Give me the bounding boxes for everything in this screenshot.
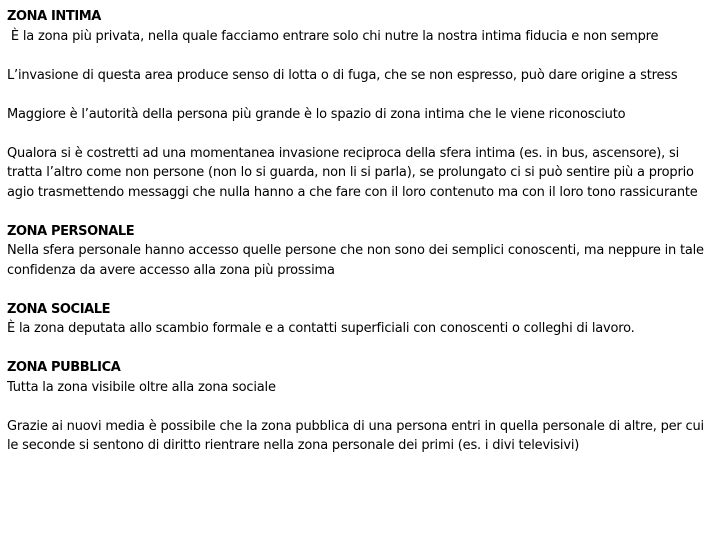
paragraph-gap xyxy=(7,85,713,105)
paragraph: È la zona deputata allo scambio formale e a contatti superficiali con conoscenti o colleghi di lavoro. xyxy=(7,321,635,336)
paragraph: Qualora si è costretti ad una momentanea invasione reciproca della sfera intima (es. in bus, ascensore), si tratta l’altro come non persone (non lo si guarda, non li si parla), se prolungato ci si può sentire più a proprio agio trasmettendo messaggi che nulla hanno a che fare con il loro contenuto ma con il loro tono rassicurante xyxy=(7,145,698,200)
section-heading-zona-pubblica: ZONA PUBBLICA xyxy=(7,360,121,375)
paragraph-gap xyxy=(7,280,713,300)
paragraph: L’invasione di questa area produce senso di lotta o di fuga, che se non espresso, può dare origine a stress xyxy=(7,67,678,83)
paragraph-gap xyxy=(7,397,713,417)
paragraph-gap xyxy=(7,339,713,359)
paragraph: Grazie ai nuovi media è possibile che la zona pubblica di una persona entri in quella personale di altre, per cui le seconde si sentono di diritto rientrare nella zona personale dei primi (es. i divi televisivi) xyxy=(7,418,704,453)
paragraph-gap xyxy=(7,46,713,66)
section-heading-zona-intima: ZONA INTIMA xyxy=(7,9,101,24)
paragraph: Maggiore è l’autorità della persona più grande è lo spazio di zona intima che le viene riconosciuto xyxy=(7,106,626,122)
paragraph: Nella sfera personale hanno accesso quelle persone che non sono dei semplici conoscenti, ma neppure in tale confidenza da avere accesso alla zona più prossima xyxy=(7,243,704,278)
document-body xyxy=(7,7,713,456)
paragraph-gap xyxy=(7,124,713,144)
paragraph: È la zona più privata, nella quale facciamo entrare solo chi nutre la nostra intima fiducia e non sempre xyxy=(7,28,659,44)
section-heading-zona-personale: ZONA PERSONALE xyxy=(7,223,135,239)
paragraph-gap xyxy=(7,202,713,222)
section-heading-zona-sociale: ZONA SOCIALE xyxy=(7,301,111,317)
paragraph: Tutta la zona visibile oltre alla zona sociale xyxy=(7,379,276,395)
